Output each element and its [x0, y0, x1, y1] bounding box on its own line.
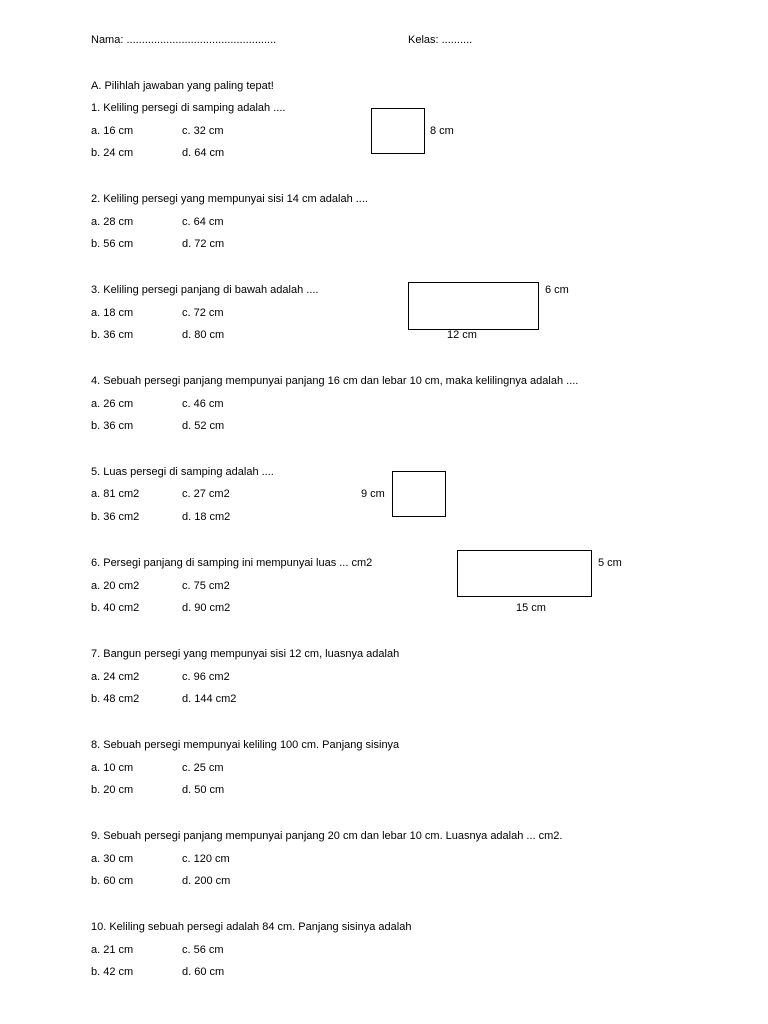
option-b: b. 36 cm: [91, 420, 134, 432]
section-title: A. Pilihlah jawaban yang paling tepat!: [91, 80, 274, 92]
question-text: 8. Sebuah persegi mempunyai keliling 100 cm. Panjang sisinya: [91, 739, 400, 751]
figure-width-label: 6 cm: [545, 284, 569, 296]
option-a: a. 16 cm: [91, 125, 134, 137]
option-a: a. 10 cm: [91, 762, 134, 774]
rectangle-figure: [408, 282, 539, 330]
question-text: 5. Luas persegi di samping adalah ....: [91, 466, 274, 478]
option-c: c. 75 cm2: [182, 580, 230, 592]
option-d: d. 52 cm: [182, 420, 225, 432]
name-field-label: Nama: .................................................: [91, 34, 277, 46]
option-d: d. 144 cm2: [182, 693, 237, 705]
option-b: b. 36 cm: [91, 329, 134, 341]
option-a: a. 18 cm: [91, 307, 134, 319]
rectangle-figure: [457, 550, 592, 597]
option-d: d. 200 cm: [182, 875, 231, 887]
option-a: a. 30 cm: [91, 853, 134, 865]
figure-side-label: 8 cm: [430, 125, 454, 137]
question-text: 2. Keliling persegi yang mempunyai sisi 14 cm adalah ....: [91, 193, 368, 205]
option-c: c. 96 cm2: [182, 671, 230, 683]
option-d: d. 64 cm: [182, 147, 225, 159]
option-d: d. 80 cm: [182, 329, 225, 341]
question-text: 7. Bangun persegi yang mempunyai sisi 12 cm, luasnya adalah: [91, 648, 400, 660]
question-text: 10. Keliling sebuah persegi adalah 84 cm. Panjang sisinya adalah: [91, 921, 412, 933]
option-c: c. 120 cm: [182, 853, 230, 865]
option-d: d. 90 cm2: [182, 602, 231, 614]
option-b: b. 24 cm: [91, 147, 134, 159]
square-figure: [371, 108, 425, 154]
option-d: d. 72 cm: [182, 238, 225, 250]
option-c: c. 32 cm: [182, 125, 224, 137]
figure-length-label: 15 cm: [516, 602, 546, 614]
option-c: c. 64 cm: [182, 216, 224, 228]
option-a: a. 28 cm: [91, 216, 134, 228]
option-a: a. 21 cm: [91, 944, 134, 956]
question-text: 9. Sebuah persegi panjang mempunyai panjang 20 cm dan lebar 10 cm. Luasnya adalah ... cm2.: [91, 830, 563, 842]
figure-length-label: 12 cm: [447, 329, 477, 341]
option-b: b. 42 cm: [91, 966, 134, 978]
square-figure: [392, 471, 446, 517]
question-text: 6. Persegi panjang di samping ini mempunyai luas ... cm2: [91, 557, 373, 569]
question-text: 4. Sebuah persegi panjang mempunyai panjang 16 cm dan lebar 10 cm, maka kelilingnya adalah ....: [91, 375, 579, 387]
class-field-label: Kelas: ..........: [408, 34, 473, 46]
option-b: b. 20 cm: [91, 784, 134, 796]
option-d: d. 50 cm: [182, 784, 225, 796]
option-c: c. 72 cm: [182, 307, 224, 319]
option-c: c. 27 cm2: [182, 488, 230, 500]
option-d: d. 18 cm2: [182, 511, 231, 523]
option-b: b. 36 cm2: [91, 511, 140, 523]
option-a: a. 81 cm2: [91, 488, 140, 500]
option-d: d. 60 cm: [182, 966, 225, 978]
figure-side-label: 9 cm: [361, 488, 385, 500]
option-c: c. 56 cm: [182, 944, 224, 956]
figure-width-label: 5 cm: [598, 557, 622, 569]
option-a: a. 24 cm2: [91, 671, 140, 683]
question-text: 3. Keliling persegi panjang di bawah adalah ....: [91, 284, 319, 296]
option-c: c. 25 cm: [182, 762, 224, 774]
option-c: c. 46 cm: [182, 398, 224, 410]
option-b: b. 40 cm2: [91, 602, 140, 614]
option-a: a. 26 cm: [91, 398, 134, 410]
option-a: a. 20 cm2: [91, 580, 140, 592]
question-text: 1. Keliling persegi di samping adalah ....: [91, 102, 286, 114]
option-b: b. 48 cm2: [91, 693, 140, 705]
option-b: b. 60 cm: [91, 875, 134, 887]
option-b: b. 56 cm: [91, 238, 134, 250]
